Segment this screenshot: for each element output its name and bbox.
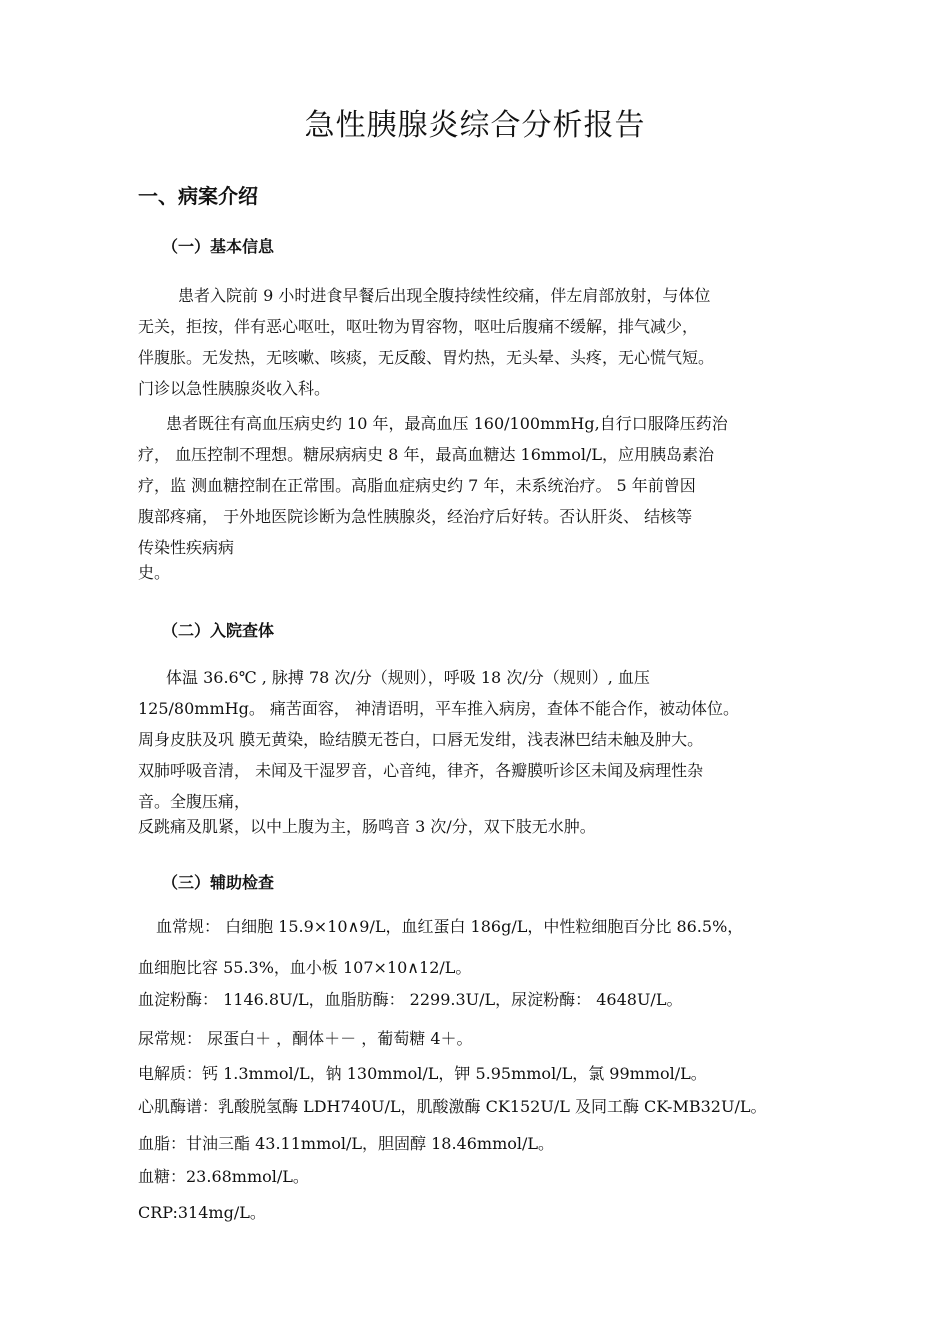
subsection-heading-aux-exam: （三）辅助检查	[162, 873, 275, 892]
lab-lipids: 血脂：甘油三酯 43.11mmol/L，胆固醇 18.46mmol/L。	[138, 1134, 555, 1153]
lab-cardiac-enzymes: 心肌酶谱：乳酸脱氢酶 LDH740U/L，肌酸激酶 CK152U/L 及同工酶 CK-MB32U/L。	[138, 1097, 767, 1116]
report-title: 急性胰腺炎综合分析报告	[304, 108, 646, 143]
subsection-heading-basic-info: （一）基本信息	[162, 237, 275, 256]
paragraph-line: 门诊以急性胰腺炎收入科。	[138, 379, 331, 398]
paragraph-line: 125/80mmHg。 痛苦面容， 神清语明，平车推入病房，查体不能合作，被动体位。	[138, 699, 740, 718]
basic-info-paragraph-2	[138, 408, 828, 588]
lab-amylase: 血淀粉酶： 1146.8U/L，血脂肪酶： 2299.3U/L，尿淀粉酶： 4648U/L。	[138, 990, 683, 1009]
section-heading-case-intro: 一、病案介绍	[138, 184, 258, 208]
paragraph-line: 音。全腹压痛，	[138, 792, 251, 811]
lab-blood-routine-line-1: 血常规： 白细胞 15.9×10∧9/L，血红蛋白 186g/L，中性粒细胞百分比 86.5%，	[156, 917, 744, 936]
paragraph-line: 史。	[138, 563, 171, 582]
paragraph-line: 腹部疼痛， 于外地医院诊断为急性胰腺炎，经治疗后好转。否认肝炎、 结核等	[138, 507, 693, 526]
paragraph-line: 无关，拒按，伴有恶心呕吐，呕吐物为胃容物，呕吐后腹痛不缓解，排气减少，	[138, 317, 699, 336]
lab-blood-routine-line-2: 血细胞比容 55.3%，血小板 107×10∧12/L。	[138, 958, 472, 977]
paragraph-line: 传染性疾病病	[138, 538, 235, 557]
paragraph-line: 反跳痛及肌紧，以中上腹为主，肠鸣音 3 次/分，双下肢无水肿。	[138, 817, 596, 836]
lab-crp: CRP:314mg/L。	[138, 1203, 266, 1222]
lab-glucose: 血糖：23.68mmol/L。	[138, 1167, 309, 1186]
admission-exam-paragraph	[138, 662, 828, 842]
lab-urine-routine: 尿常规： 尿蛋白＋ ，酮体＋－ ，葡萄糖 4＋。	[138, 1029, 473, 1048]
paragraph-line: 疗， 血压控制不理想。糖尿病病史 8 年，最高血糖达 16mmol/L，应用胰岛素治	[138, 445, 714, 464]
paragraph-line: 患者入院前 9 小时进食早餐后出现全腹持续性绞痛，伴左肩部放射，与体位	[178, 286, 711, 305]
basic-info-paragraph-1	[138, 280, 828, 404]
paragraph-line: 体温 36.6℃ , 脉搏 78 次/分（规则），呼吸 18 次/分（规则）, 血压	[166, 668, 650, 687]
paragraph-line: 伴腹胀。无发热，无咳嗽、咳痰，无反酸、胃灼热，无头晕、头疼，无心慌气短。	[138, 348, 715, 367]
paragraph-line: 双肺呼吸音清， 未闻及干湿罗音，心音纯，律齐，各瓣膜听诊区未闻及病理性杂	[138, 761, 704, 780]
lab-electrolytes: 电解质：钙 1.3mmol/L，钠 130mmol/L，钾 5.95mmol/L，氯 99mmol/L。	[138, 1064, 707, 1083]
paragraph-line: 周身皮肤及巩 膜无黄染，睑结膜无苍白，口唇无发绀，浅表淋巴结未触及肿大。	[138, 730, 704, 749]
subsection-heading-admission-exam: （二）入院查体	[162, 621, 275, 640]
paragraph-line: 患者既往有高血压病史约 10 年，最高血压 160/100mmHg,自行口服降压药治	[166, 414, 728, 433]
paragraph-line: 疗，监 测血糖控制在正常围。高脂血症病史约 7 年，未系统治疗。 5 年前曾因	[138, 476, 696, 495]
